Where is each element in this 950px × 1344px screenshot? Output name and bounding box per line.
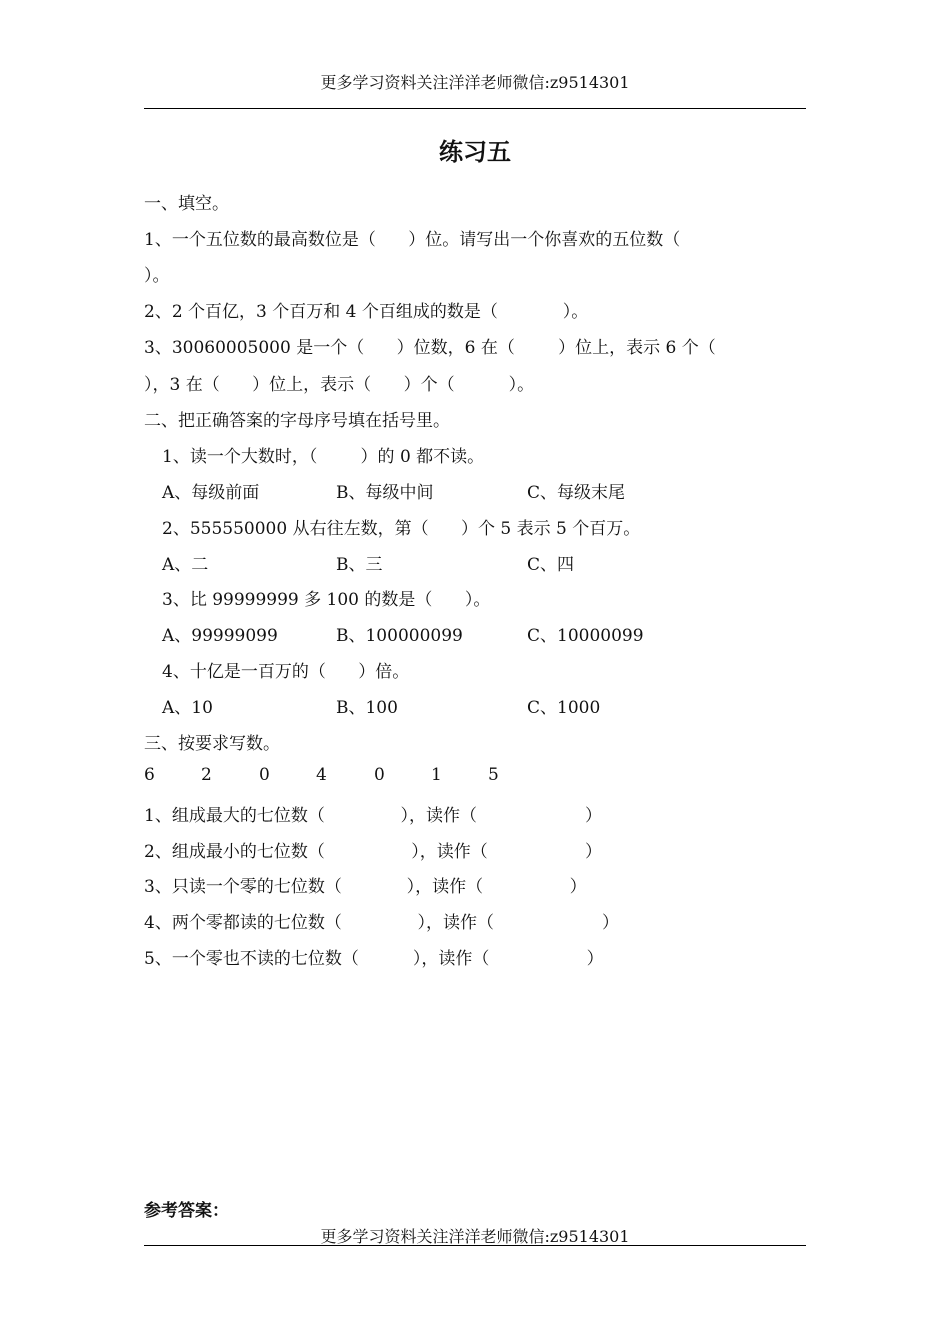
q3-line2: ），3 在（ ）位上，表示（ ）个（ ）。	[144, 375, 535, 395]
mc4-option-c: C、1000	[527, 698, 601, 718]
mc2-option-c: C、四	[527, 555, 575, 575]
footer-rule	[144, 1245, 806, 1246]
mc-question-3: 3、比 99999999 多 100 的数是（ ）。	[162, 590, 491, 610]
section2-heading: 二、把正确答案的字母序号填在括号里。	[144, 411, 450, 431]
q1-line2: ）。	[144, 266, 170, 286]
digit-card: 0	[374, 765, 385, 785]
digit-card: 5	[488, 765, 499, 785]
page-header: 更多学习资料关注洋洋老师微信:z9514301	[320, 73, 630, 92]
section3-heading: 三、按要求写数。	[144, 734, 280, 754]
answers-label: 参考答案：	[144, 1201, 229, 1221]
page-title: 练习五	[439, 137, 511, 166]
write-number-item-3: 3、只读一个零的七位数（ ），读作（ ）	[144, 877, 587, 897]
q3-line1: 3、30060005000 是一个（ ）位数，6 在（ ）位上，表示 6 个（	[144, 338, 716, 358]
digit-card: 2	[201, 765, 212, 785]
mc4-option-a: A、10	[162, 698, 213, 718]
mc-question-2: 2、555550000 从右往左数，第（ ）个 5 表示 5 个百万。	[162, 519, 641, 539]
section1-heading: 一、填空。	[144, 194, 229, 214]
digit-card: 4	[316, 765, 327, 785]
mc4-option-b: B、100	[336, 698, 398, 718]
mc3-option-c: C、10000099	[527, 626, 644, 646]
write-number-item-2: 2、组成最小的七位数（ ），读作（ ）	[144, 842, 603, 862]
mc-question-1: 1、读一个大数时，（ ）的 0 都不读。	[162, 447, 485, 467]
digit-card: 1	[431, 765, 442, 785]
write-number-item-1: 1、组成最大的七位数（ ），读作（ ）	[144, 806, 603, 826]
mc-question-4: 4、十亿是一百万的（ ）倍。	[162, 662, 410, 682]
mc3-option-b: B、100000099	[336, 626, 463, 646]
mc1-option-b: B、每级中间	[336, 483, 434, 503]
write-number-item-4: 4、两个零都读的七位数（ ），读作（ ）	[144, 913, 620, 933]
digit-card: 0	[259, 765, 270, 785]
mc1-option-a: A、每级前面	[162, 483, 260, 503]
mc2-option-b: B、三	[336, 555, 383, 575]
write-number-item-5: 5、一个零也不读的七位数（ ），读作（ ）	[144, 949, 604, 969]
page-footer: 更多学习资料关注洋洋老师微信:z9514301	[320, 1227, 630, 1246]
q1-line1: 1、一个五位数的最高数位是（ ）位。请写出一个你喜欢的五位数（	[144, 230, 681, 250]
digit-card: 6	[144, 765, 155, 785]
header-rule	[144, 108, 806, 109]
mc2-option-a: A、二	[162, 555, 209, 575]
mc3-option-a: A、99999099	[162, 626, 278, 646]
mc1-option-c: C、每级末尾	[527, 483, 626, 503]
q2: 2、2 个百亿，3 个百万和 4 个百组成的数是（ ）。	[144, 302, 589, 322]
